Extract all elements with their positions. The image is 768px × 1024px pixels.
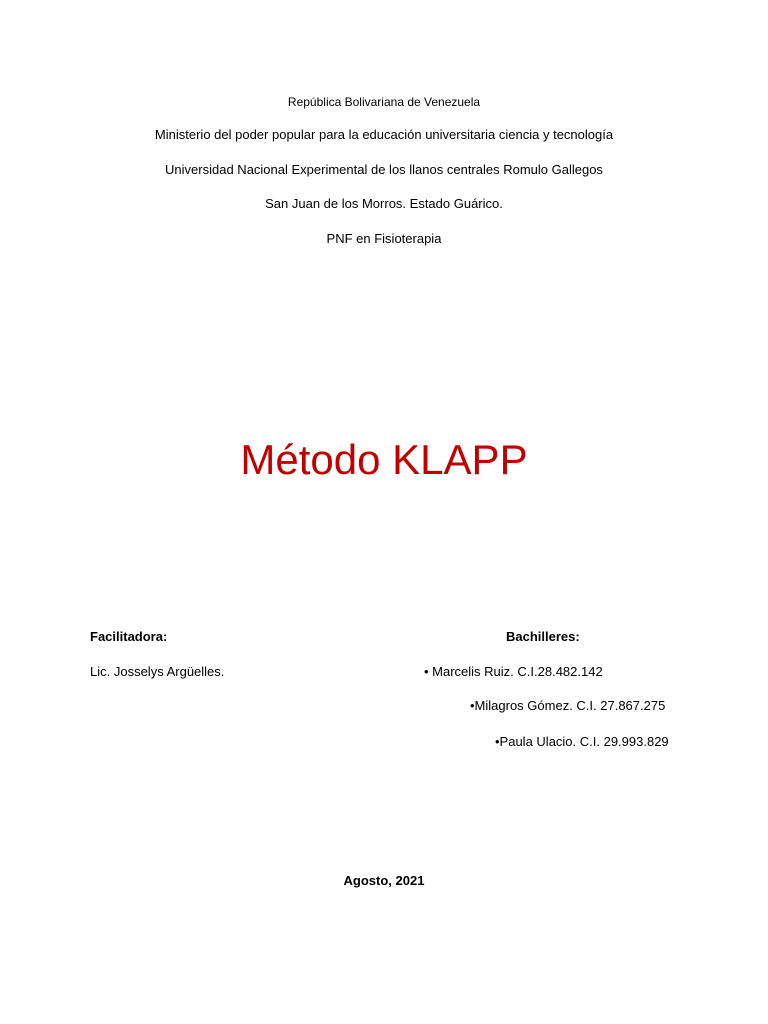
facilitator-name: Lic. Josselys Argüelles. xyxy=(90,664,225,679)
program-header: PNF en Fisioterapia xyxy=(326,231,442,246)
location-header: San Juan de los Morros. Estado Guárico. xyxy=(265,196,503,211)
student-item: •Paula Ulacio. C.I. 29.993.829 xyxy=(495,734,669,749)
document-title: Método KLAPP xyxy=(240,436,528,483)
student-item: • Marcelis Ruiz. C.I.28.482.142 xyxy=(424,664,603,679)
university-header: Universidad Nacional Experimental de los llanos centrales Romulo Gallegos xyxy=(165,162,603,177)
facilitator-label: Facilitadora: xyxy=(90,629,168,644)
document-date: Agosto, 2021 xyxy=(343,873,425,888)
ministry-header: Ministerio del poder popular para la educación universitaria ciencia y tecnología xyxy=(154,127,614,142)
country-header: República Bolivariana de Venezuela xyxy=(287,95,481,109)
student-item: •Milagros Gómez. C.I. 27.867.275 xyxy=(470,698,666,713)
students-label: Bachilleres: xyxy=(506,629,580,644)
